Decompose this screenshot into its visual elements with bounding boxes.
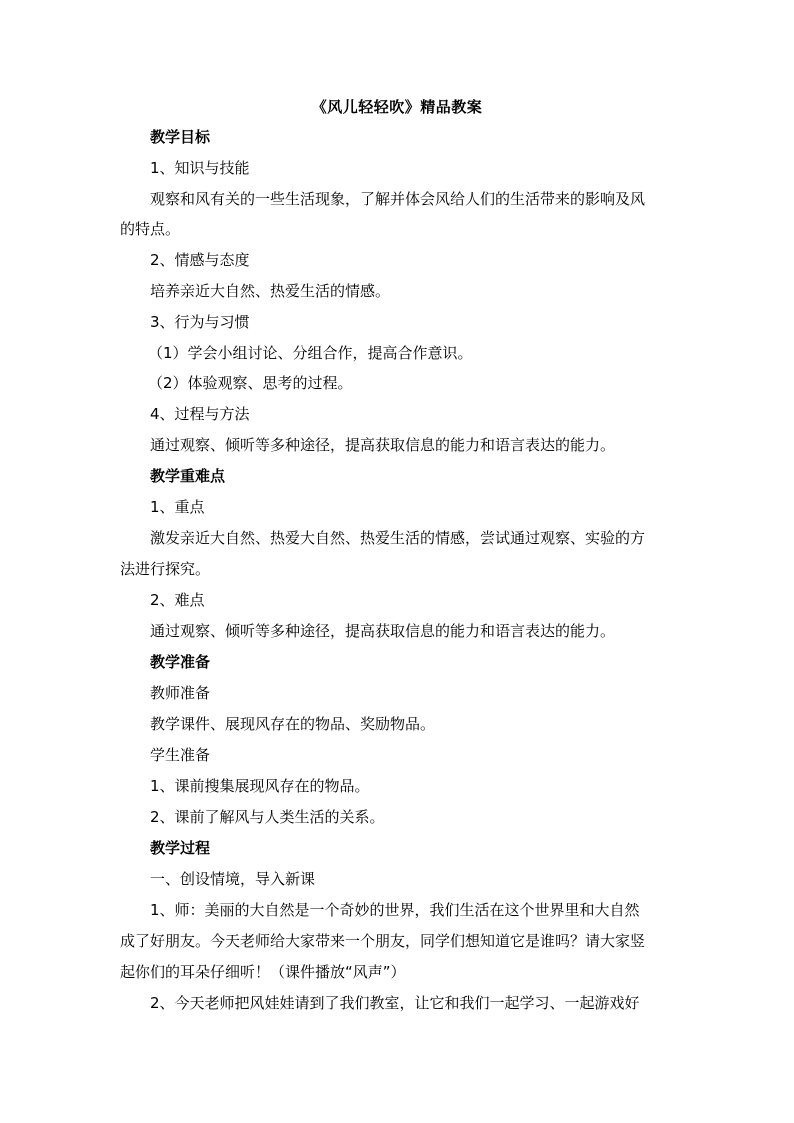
paragraph-line: 的特点。: [120, 220, 181, 238]
heading-key-difficult-points: 教学重难点: [150, 467, 226, 485]
paragraph-line: 培养亲近大自然、热爱生活的情感。: [150, 282, 391, 300]
subheading-knowledge-skills: 1、知识与技能: [150, 159, 250, 177]
subheading-behavior-habits: 3、行为与习惯: [150, 313, 250, 331]
paragraph-line: 观察和风有关的一些生活现象，了解并体会风给人们的生活带来的影响及风: [150, 190, 646, 208]
list-item: （2）体验观察、思考的过程。: [148, 374, 353, 392]
subheading-student-preparation: 学生准备: [150, 746, 211, 764]
paragraph-line: 2、今天老师把风娃娃请到了我们教室，让它和我们一起学习、一起游戏好: [150, 994, 640, 1012]
paragraph-line: 1、师：美丽的大自然是一个奇妙的世界，我们生活在这个世界里和大自然: [150, 901, 640, 919]
list-item: 2、课前了解风与人类生活的关系。: [150, 808, 385, 826]
paragraph-line: 激发亲近大自然、热爱大自然、热爱生活的情感，尝试通过观察、实验的方: [150, 529, 646, 547]
paragraph-line: 教学课件、展现风存在的物品、奖励物品。: [150, 715, 436, 733]
heading-teaching-preparation: 教学准备: [150, 653, 211, 671]
subheading-process-method: 4、过程与方法: [150, 405, 250, 423]
list-item: 1、课前搜集展现风存在的物品。: [150, 777, 370, 795]
list-item: （1）学会小组讨论、分组合作，提高合作意识。: [148, 344, 473, 362]
paragraph-line: 成了好朋友。今天老师给大家带来一个朋友，同学们想知道它是谁吗？请大家竖: [120, 932, 646, 950]
subheading-emotion-attitude: 2、情感与态度: [150, 251, 250, 269]
heading-teaching-process: 教学过程: [150, 839, 211, 857]
paragraph-line: 通过观察、倾听等多种途径，提高获取信息的能力和语言表达的能力。: [150, 436, 616, 454]
heading-teaching-objectives: 教学目标: [150, 128, 211, 146]
paragraph-line: 通过观察、倾听等多种途径，提高获取信息的能力和语言表达的能力。: [150, 622, 616, 640]
subheading-key-point: 1、重点: [150, 498, 205, 516]
paragraph-line: 法进行探究。: [120, 560, 211, 578]
document-title: 《风儿轻轻吹》精品教案: [311, 98, 483, 116]
subheading-section-one: 一、创设情境，导入新课: [150, 870, 316, 888]
subheading-difficult-point: 2、难点: [150, 591, 205, 609]
paragraph-line: 起你们的耳朵仔细听！（课件播放“风声”）: [120, 963, 406, 981]
subheading-teacher-preparation: 教师准备: [150, 684, 211, 702]
